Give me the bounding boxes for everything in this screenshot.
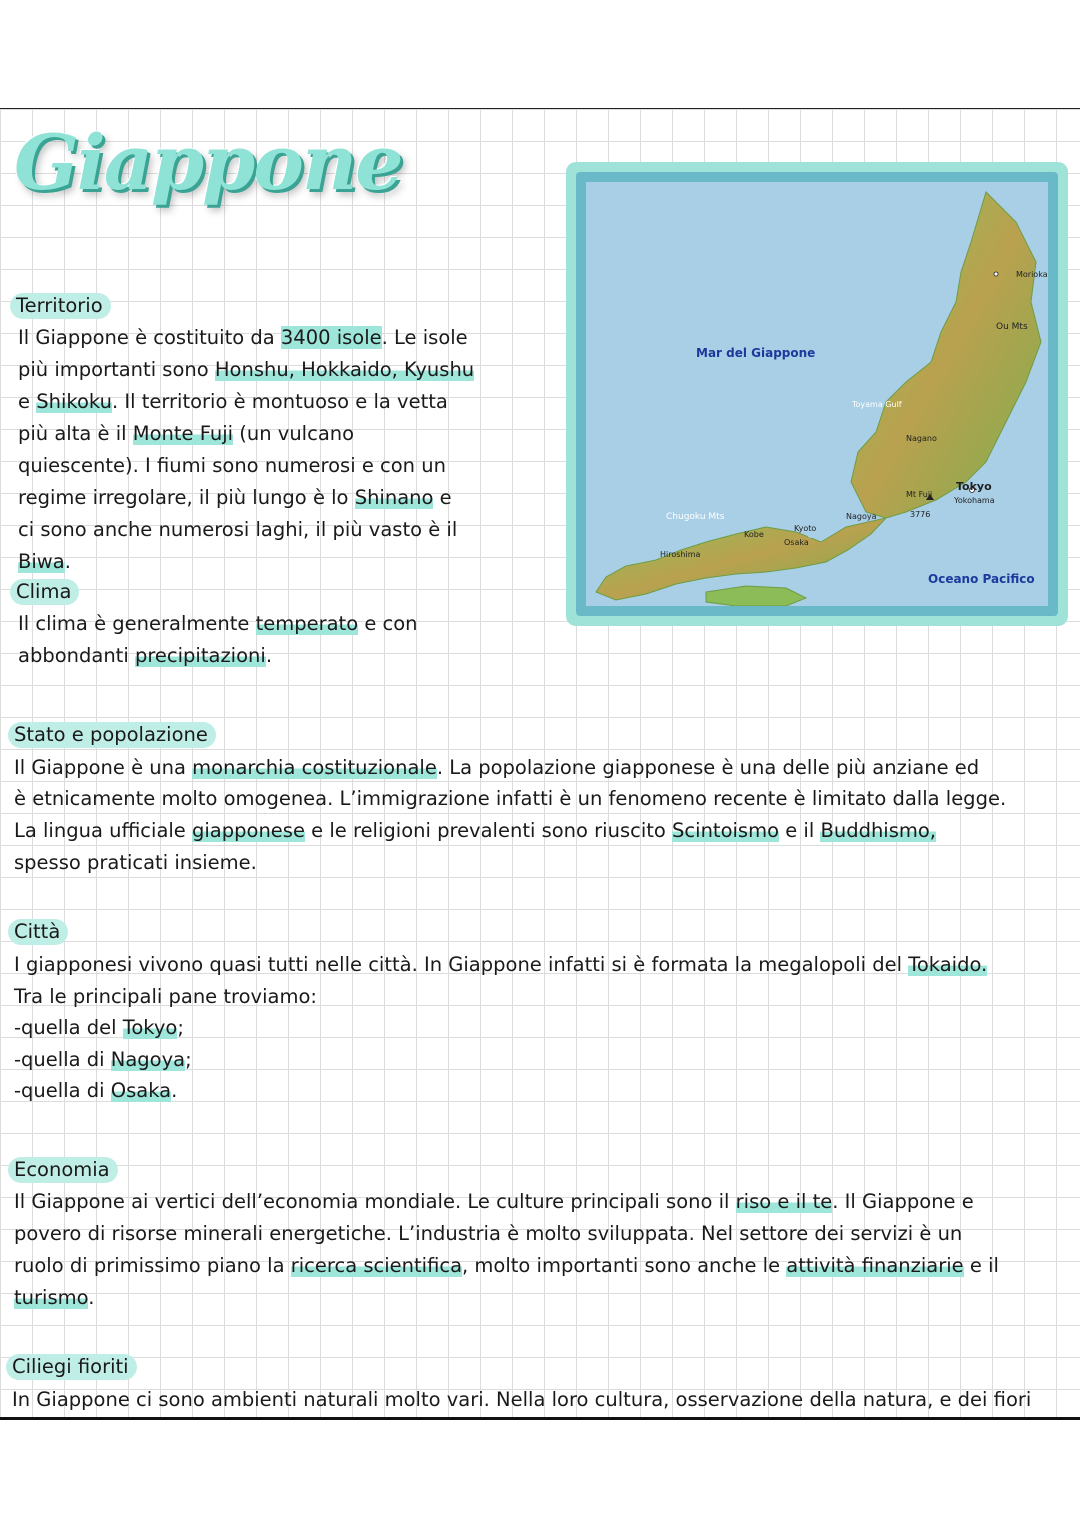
- clima-line-2: abbondanti precipitazioni.: [18, 644, 273, 667]
- map-feature-chugoku-mts: Chugoku Mts: [666, 512, 725, 522]
- map-city-nagoya: Nagoya: [846, 512, 877, 521]
- page-title: Giappone: [14, 118, 402, 207]
- map-city-kobe: Kobe: [744, 530, 764, 539]
- territorio-line-4: più alta è il Monte Fuji (un vulcano: [18, 422, 355, 445]
- stato-line-3: La lingua ufficiale giapponese e le religioni prevalenti sono riuscito Scintoismo e il Buddhismo,: [14, 819, 937, 842]
- heading-territorio: Territorio: [10, 293, 111, 319]
- territorio-line-6: regime irregolare, il più lungo è lo Shinano e: [18, 486, 452, 509]
- economia-line-1: Il Giappone ai vertici dell’economia mondiale. Le culture principali sono il riso e il te. Il Giappone e: [14, 1190, 974, 1213]
- heading-economia: Economia: [8, 1157, 118, 1183]
- stato-line-1: Il Giappone è una monarchia costituzionale. La popolazione giapponese è una delle più anziane ed: [14, 756, 980, 779]
- citta-line-2: Tra le principali pane troviamo:: [14, 985, 317, 1008]
- shikoku-land: [706, 586, 806, 606]
- territorio-line-1: Il Giappone è costituito da 3400 isole. Le isole: [18, 326, 468, 349]
- map-city-morioka: Morioka: [1016, 270, 1048, 279]
- map-label-pacific-ocean: Oceano Pacifico: [928, 572, 1035, 586]
- map-sea: [586, 182, 1048, 606]
- map-city-yokohama: Yokohama: [954, 496, 995, 505]
- economia-line-3: ruolo di primissimo piano la ricerca scientifica, molto importanti sono anche le attività finanziarie e il: [14, 1254, 999, 1277]
- japan-relief-shape: [586, 182, 1048, 606]
- map-city-tokyo: Tokyo: [956, 480, 992, 493]
- heading-stato-popolazione: Stato e popolazione: [8, 722, 216, 748]
- map-feature-fuji-height: 3776: [910, 510, 931, 519]
- map-feature-ou-mts: Ou Mts: [996, 322, 1028, 332]
- clima-line-1: Il clima è generalmente temperato e con: [18, 612, 418, 635]
- economia-line-2: povero di risorse minerali energetiche. L’industria è molto sviluppata. Nel settore dei servizi è un: [14, 1222, 963, 1245]
- map-city-kyoto: Kyoto: [794, 524, 817, 533]
- ciliegi-line-1: In Giappone ci sono ambienti naturali molto vari. Nella loro cultura, osservazione della natura, e dei fiori: [12, 1388, 1032, 1411]
- map-city-hiroshima: Hiroshima: [660, 550, 701, 559]
- map-border: [576, 172, 1058, 616]
- map-label-sea-of-japan: Mar del Giappone: [696, 346, 816, 360]
- heading-clima: Clima: [10, 579, 79, 605]
- heading-citta: Città: [8, 919, 68, 945]
- citta-line-4: -quella di Nagoya;: [14, 1048, 192, 1071]
- economia-line-4: turismo.: [14, 1286, 95, 1309]
- territorio-line-8: Biwa.: [18, 550, 71, 573]
- territorio-line-2: più importanti sono Honshu, Hokkaido, Kyushu: [18, 358, 475, 381]
- map-feature-mt-fuji: Mt Fuji: [906, 490, 933, 499]
- map-feature-toyama-gulf: Toyama Gulf: [852, 400, 902, 409]
- map-city-nagano: Nagano: [906, 434, 937, 443]
- territorio-line-7: ci sono anche numerosi laghi, il più vasto è il: [18, 518, 458, 541]
- territorio-line-5: quiescente). I fiumi sono numerosi e con un: [18, 454, 446, 477]
- honshu-north-land: [851, 192, 1041, 518]
- heading-ciliegi-fioriti: Ciliegi fioriti: [6, 1354, 137, 1380]
- stato-line-2: è etnicamente molto omogenea. L’immigrazione infatti è un fenomeno recente è limitato dalla legge.: [14, 787, 1007, 810]
- stato-line-4: spesso praticati insieme.: [14, 851, 257, 874]
- map-city-osaka: Osaka: [784, 538, 809, 547]
- citta-line-3: -quella del Tokyo;: [14, 1016, 184, 1039]
- citta-line-1: I giapponesi vivono quasi tutti nelle città. In Giappone infatti si è formata la megalopoli del Tokaido.: [14, 953, 988, 976]
- territorio-line-3: e Shikoku. Il territorio è montuoso e la vetta: [18, 390, 448, 413]
- citta-line-5: -quella di Osaka.: [14, 1079, 178, 1102]
- japan-map: [566, 162, 1068, 626]
